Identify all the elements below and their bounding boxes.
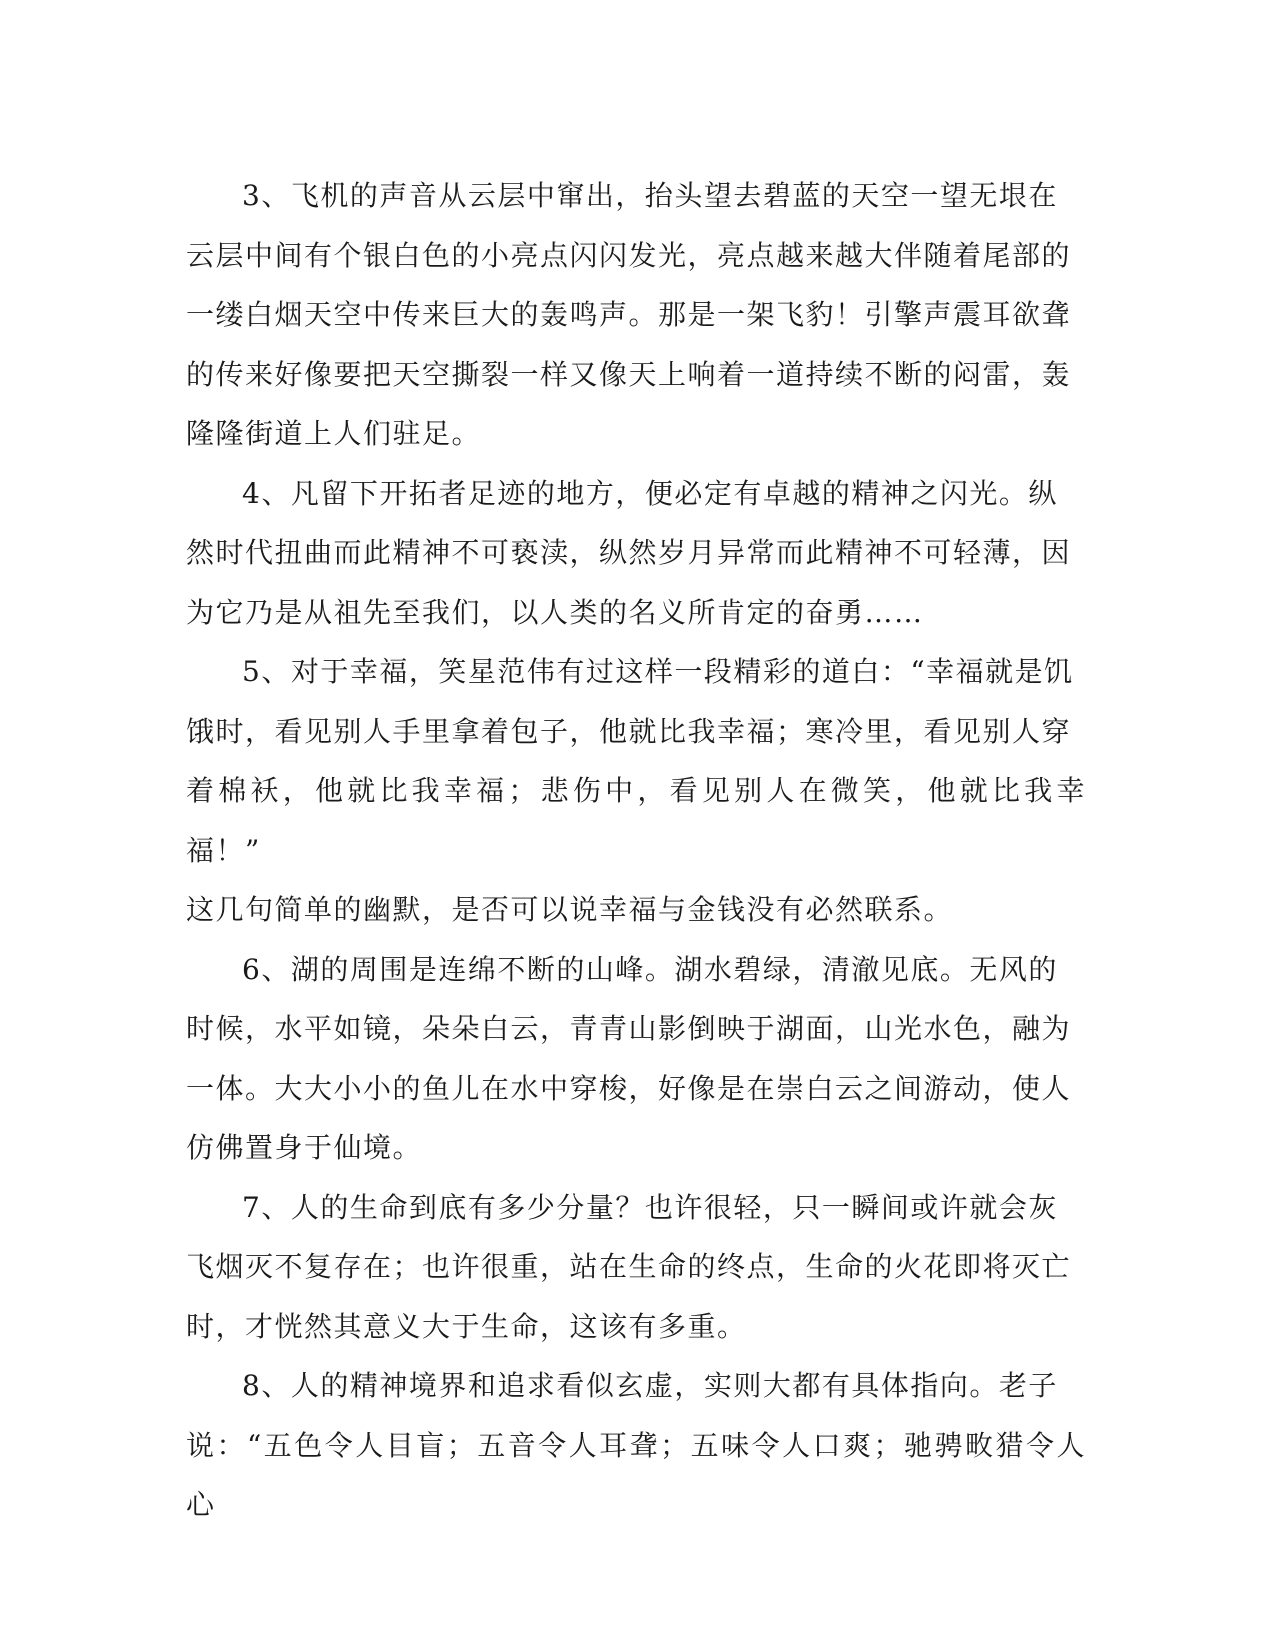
document-page — [186, 166, 1086, 1535]
paragraph-5: 5、对于幸福，笑星范伟有过这样一段精彩的道白：“幸福就是饥 饿时，看见别人手里拿着包子，他就比我幸福；寒冷里，看见别人穿 着棉袄，他就比我幸福；悲伤中，看见别人在微笑，他就比我幸福！” 这几句简单的幽默，是否可以说幸福与金钱没有必然联系。 — [186, 655, 1086, 926]
paragraph-6: 6、湖的周围是连绵不断的山峰。湖水碧绿，清澈见底。无风的 时候，水平如镜，朵朵白云，青青山影倒映于湖面，山光水色，融为 一体。大大小小的鱼儿在水中穿梭，好像是在崇白云之间游动，使人 仿佛置身于仙境。 — [186, 952, 1072, 1164]
paragraph-7: 7、人的生命到底有多少分量？也许很轻，只一瞬间或许就会灰 飞烟灭不复存在；也许很重，站在生命的终点，生命的火花即将灭亡 时，才恍然其意义大于生命，这该有多重。 — [186, 1190, 1072, 1343]
paragraph-3: 3、飞机的声音从云层中窜出，抬头望去碧蓝的天空一望无垠在 云层中间有个银白色的小亮点闪闪发光，亮点越来越大伴随着尾部的 一缕白烟天空中传来巨大的轰鸣声。那是一架飞豹！引擎声震耳欲聋 的传来好像要把天空撕裂一样又像天上响着一道持续不断的闷雷，轰 隆隆街道上人们驻足。 — [186, 179, 1072, 450]
paragraph-8: 8、人的精神境界和追求看似玄虚，实则大都有具体指向。老子 说：“五色令人目盲；五音令人耳聋；五味令人口爽；驰骋畋猎令人心 — [186, 1369, 1086, 1521]
paragraph-4: 4、凡留下开拓者足迹的地方，便必定有卓越的精神之闪光。纵 然时代扭曲而此精神不可亵渎，纵然岁月异常而此精神不可轻薄，因 为它乃是从祖先至我们，以人类的名义所肯定的奋勇…… — [186, 476, 1072, 629]
